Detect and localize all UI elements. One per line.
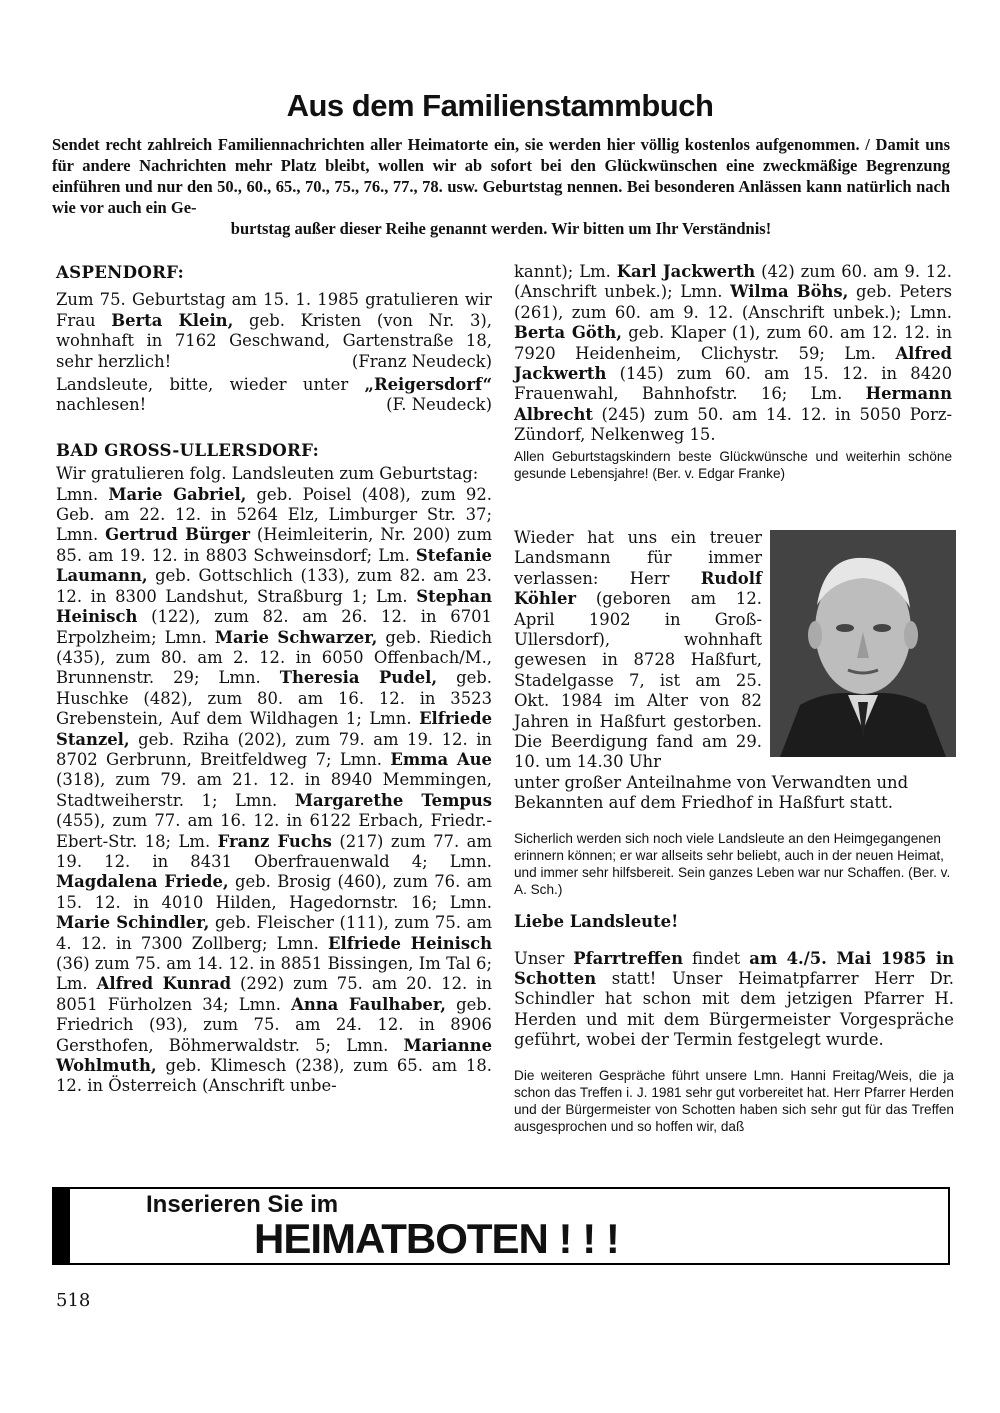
page-headline: Aus dem Familienstammbuch <box>286 88 714 123</box>
entry-prefix: Lmn. <box>909 302 952 322</box>
entry-name: Marie Schindler, <box>56 913 210 933</box>
entry-details: geb. Riedich (435), zum 80. am 2. 12. in 6050 Offenbach/M., Brunnenstr. 29; <box>56 627 493 688</box>
section-heading-bad-gross-ullersdorf: BAD GROSS-ULLERSDORF: <box>56 439 320 460</box>
entry-details: (Heimleiterin, Nr. 200) zum 85. am 19. 12. in 8803 Schweinsdorf; <box>56 525 493 565</box>
entry-prefix: Lmn. <box>339 749 391 769</box>
birthday-intro: Wir gratulieren folg. Landsleuten zum Geburtstag: <box>56 464 479 484</box>
entry-name: Marie Schwarzer, <box>214 627 378 647</box>
birthday-list-continued <box>514 262 952 446</box>
entry-prefix: Lm. <box>844 343 896 363</box>
entry-name: Marie Gabriel, <box>108 484 247 504</box>
entry-prefix: Lmn. <box>449 851 492 871</box>
entry-name: Theresia Pudel, <box>279 668 438 688</box>
intro-text: Sendet recht zahlreich Familiennachrichten aller Heimatorte ein, sie werden hier völlig kostenlos aufgenommen. / Damit uns für andere Nachrichten mehr Platz bleibt, wollen wir ab sofort bei den Glückwünschen eine zweckmäßige Begrenzung einführen und nur den 50., 60., 65., 70., 75., 76., 77., 78. usw. Geburtstag nennen. Bei besonderen Anlässen kann natürlich nach wie vor auch ein Ge- <box>52 135 950 217</box>
entry-prefix: Lm. <box>378 545 416 565</box>
entry-name: Elfriede Heinisch <box>328 933 492 953</box>
entry-details: (318), zum 79. am 21. 12. in 8940 Memmingen, Stadtweiherstr. 1; <box>56 770 492 810</box>
entry-name: Alfred Kunrad <box>96 974 232 994</box>
right-column-bottom <box>514 773 954 1149</box>
obituary-text-continued: unter großer Anteilnahme von Verwandten und Bekannten auf dem Friedhof in Haßfurt statt. <box>514 773 909 813</box>
birthday-list <box>56 485 492 1097</box>
entry-prefix: Lmn. <box>56 525 106 545</box>
entry-details: (122), zum 82. am 26. 12. in 6701 Erpolzheim; <box>56 607 492 647</box>
intro-text-end: burtstag außer dieser Reihe genannt werden. Wir bitten um Ihr Verständnis! <box>230 219 772 238</box>
signature: (Franz Neudeck) <box>351 351 492 371</box>
entry-details: geb. Klimesch (238), zum 65. am 18. 12. in Österreich (Anschrift unbe- <box>56 1056 492 1096</box>
entry-prefix: Lmn. <box>276 933 328 953</box>
entry-prefix: Lmn. <box>449 892 492 912</box>
entry-name: Stefanie Laumann, <box>56 545 492 586</box>
aspendorf-paragraph-1: Zum 75. Geburtstag am 15. 1. 1985 gratulieren wir Frau Berta Klein, geb. Kristen (von Nr. 3), wohnhaft in 7162 Geschwand, Gartenstraße 18, sehr herzlich! (Franz Neudeck) <box>56 290 492 371</box>
entry-details: (42) zum 60. am 9. 12. (Anschrift unbek.); <box>514 262 952 302</box>
page-number: 518 <box>56 1290 91 1311</box>
entry-details: (217) zum 77. am 19. 12. in 8431 Oberfrauenwald 4; <box>56 831 492 871</box>
advertisement-box <box>52 1187 950 1265</box>
entry-name: Stephan Heinisch <box>56 586 492 627</box>
entry-prefix: kannt); Lm. <box>514 262 617 281</box>
intro-notice <box>52 134 950 239</box>
entry-prefix: Lmn. <box>346 1035 404 1055</box>
entry-name: Gertrud Bürger <box>105 525 251 545</box>
ad-black-bar <box>54 1189 70 1263</box>
entry-prefix: Lmn. <box>680 282 731 302</box>
entry-name: Emma Aue <box>390 749 492 769</box>
pfarrtreffen-paragraph: Unser Pfarrtreffen findet am 4./5. Mai 1985 in Schotten statt! Unser Heimatpfarrer Herr Dr. Schindler hat schon mit dem jetzigen Pfarrer H. Herden und mit dem Bürgermeister Vorgespräche geführt, wobei der Termin festgelegt wurde. <box>514 948 955 1050</box>
entry-details: (292) zum 75. am 20. 12. in 8051 Fürholzen 34; <box>56 974 493 1014</box>
entry-name: Karl Jackwerth <box>616 262 756 281</box>
entry-name: Franz Fuchs <box>217 831 332 851</box>
entry-name: Margarethe Tempus <box>294 790 493 810</box>
entry-details: geb. Peters (261), zum 60. am 9. 12. (Anschrift unbek.); <box>514 282 953 322</box>
entry-details: geb. Friedrich (93), zum 75. am 24. 12. in 8906 Gersthofen, Böhmerwaldstr. 5; <box>56 994 493 1055</box>
entry-details: geb. Fleischer (111), zum 75. am 4. 12. in 7300 Zollberg; <box>56 913 492 953</box>
ad-line-1: Inserieren Sie im <box>146 1191 339 1218</box>
aspendorf-paragraph-2: Landsleute, bitte, wieder unter „Reigersdorf“ nachlesen! (F. Neudeck) <box>56 375 492 415</box>
entry-name: Anna Faulhaber, <box>291 994 446 1014</box>
obituary-text: Wieder hat uns ein treuer Landsmann für immer verlassen: Herr Rudolf Köhler (geboren am 12. April 1902 in Groß-Ullersdorf), wohnhaft gewesen in 8728 Haßfurt, Stadelgasse 7, ist am 25. Okt. 1984 im Alter von 82 Jahren in Haßfurt gestorben. Die Beerdigung fand am 29. 10. um 14.30 Uhr <box>514 528 762 772</box>
entry-details: (245) zum 50. am 14. 12. in 5050 Porz-Zündorf, Nelkenweg 15. <box>514 404 952 445</box>
left-column <box>56 262 492 1097</box>
entry-prefix: Lmn. <box>218 668 280 688</box>
portrait-photo <box>770 530 956 757</box>
entry-prefix: Lmn. <box>56 484 109 504</box>
entry-details: (36) zum 75. am 14. 12. in 8851 Bissingen, Im Tal 6; <box>56 954 492 973</box>
final-paragraph: Die weiteren Gespräche führt unsere Lmn. Hanni Freitag/Weis, die ja schon das Treffen i. J. 1981 sehr gut vorbereitet hat. Herr Pfarrer Herden und der Bürgermeister von Schotten haben sich sehr gut für das Treffen ausgesprochen und so hoffen wir, daß <box>514 1068 954 1135</box>
entry-prefix: Lmn. <box>369 709 420 729</box>
entry-prefix: Lm. <box>178 831 218 851</box>
entry-prefix: Lm. <box>375 586 417 606</box>
entry-name: Alfred Jackwerth <box>514 343 952 384</box>
entry-prefix: Lm. <box>810 384 866 404</box>
section-heading-liebe-landsleute: Liebe Landsleute! <box>514 911 679 931</box>
right-column-top <box>514 262 952 482</box>
entry-name: Wilma Böhs, <box>730 282 849 302</box>
entry-details: geb. Rziha (202), zum 79. am 19. 12. in 8702 Gerbrunn, Breitfeldweg 7; <box>56 729 492 769</box>
entry-prefix: Lmn. <box>235 790 295 810</box>
obituary-note: Sicherlich werden sich noch viele Landsleute an den Heimgegangenen erinnern können; er war allseits sehr beliebt, auch in der neuen Heimat, und immer sehr hilfsbereit. Sein ganzes Leben war nur Schaffen. (Ber. v. A. Sch.) <box>514 831 951 898</box>
entry-details: geb. Brosig (460), zum 76. am 15. 12. in 4010 Hilden, Hagedornstr. 16; <box>56 872 493 912</box>
entry-details: geb. Klaper (1), zum 60. am 12. 12. in 7920 Heidenheim, Clichystr. 59; <box>514 323 952 363</box>
entry-details: (145) zum 60. am 15. 12. in 8420 Frauenwahl, Bahnhofstr. 16; <box>514 364 952 404</box>
entry-name: Magdalena Friede, <box>56 872 229 892</box>
entry-prefix: Lm. <box>56 974 97 994</box>
entry-details: geb. Poisel (408), zum 92. Geb. am 22. 12. in 5264 Elz, Limburger Str. 37; <box>56 484 492 525</box>
signature: (F. Neudeck) <box>386 395 492 415</box>
entry-prefix: Lmn. <box>164 627 215 647</box>
birthday-wishes: Allen Geburtstagskindern beste Glückwünsche und weiterhin schöne gesunde Lebensjahre! (Ber. v. Edgar Franke) <box>514 448 952 481</box>
section-heading-aspendorf: ASPENDORF: <box>56 262 185 282</box>
entry-details: geb. Gottschlich (133), zum 82. am 23. 12. in 8300 Landshut, Straßburg 1; <box>56 566 492 606</box>
entry-name: Berta Göth, <box>514 323 622 343</box>
ad-line-2: HEIMATBOTEN ! ! ! <box>254 1215 619 1262</box>
entry-name: Marianne Wohlmuth, <box>56 1035 493 1076</box>
entry-details: (455), zum 77. am 16. 12. in 6122 Erbach, Friedr.-Ebert-Str. 18; <box>56 811 492 851</box>
entry-details: geb. Huschke (482), zum 80. am 16. 12. in 3523 Grebenstein, Auf dem Wildhagen 1; <box>56 668 493 729</box>
entry-prefix: Lmn. <box>238 994 292 1014</box>
entry-name: Hermann Albrecht <box>514 384 952 424</box>
entry-name: Elfriede Stanzel, <box>56 709 493 749</box>
